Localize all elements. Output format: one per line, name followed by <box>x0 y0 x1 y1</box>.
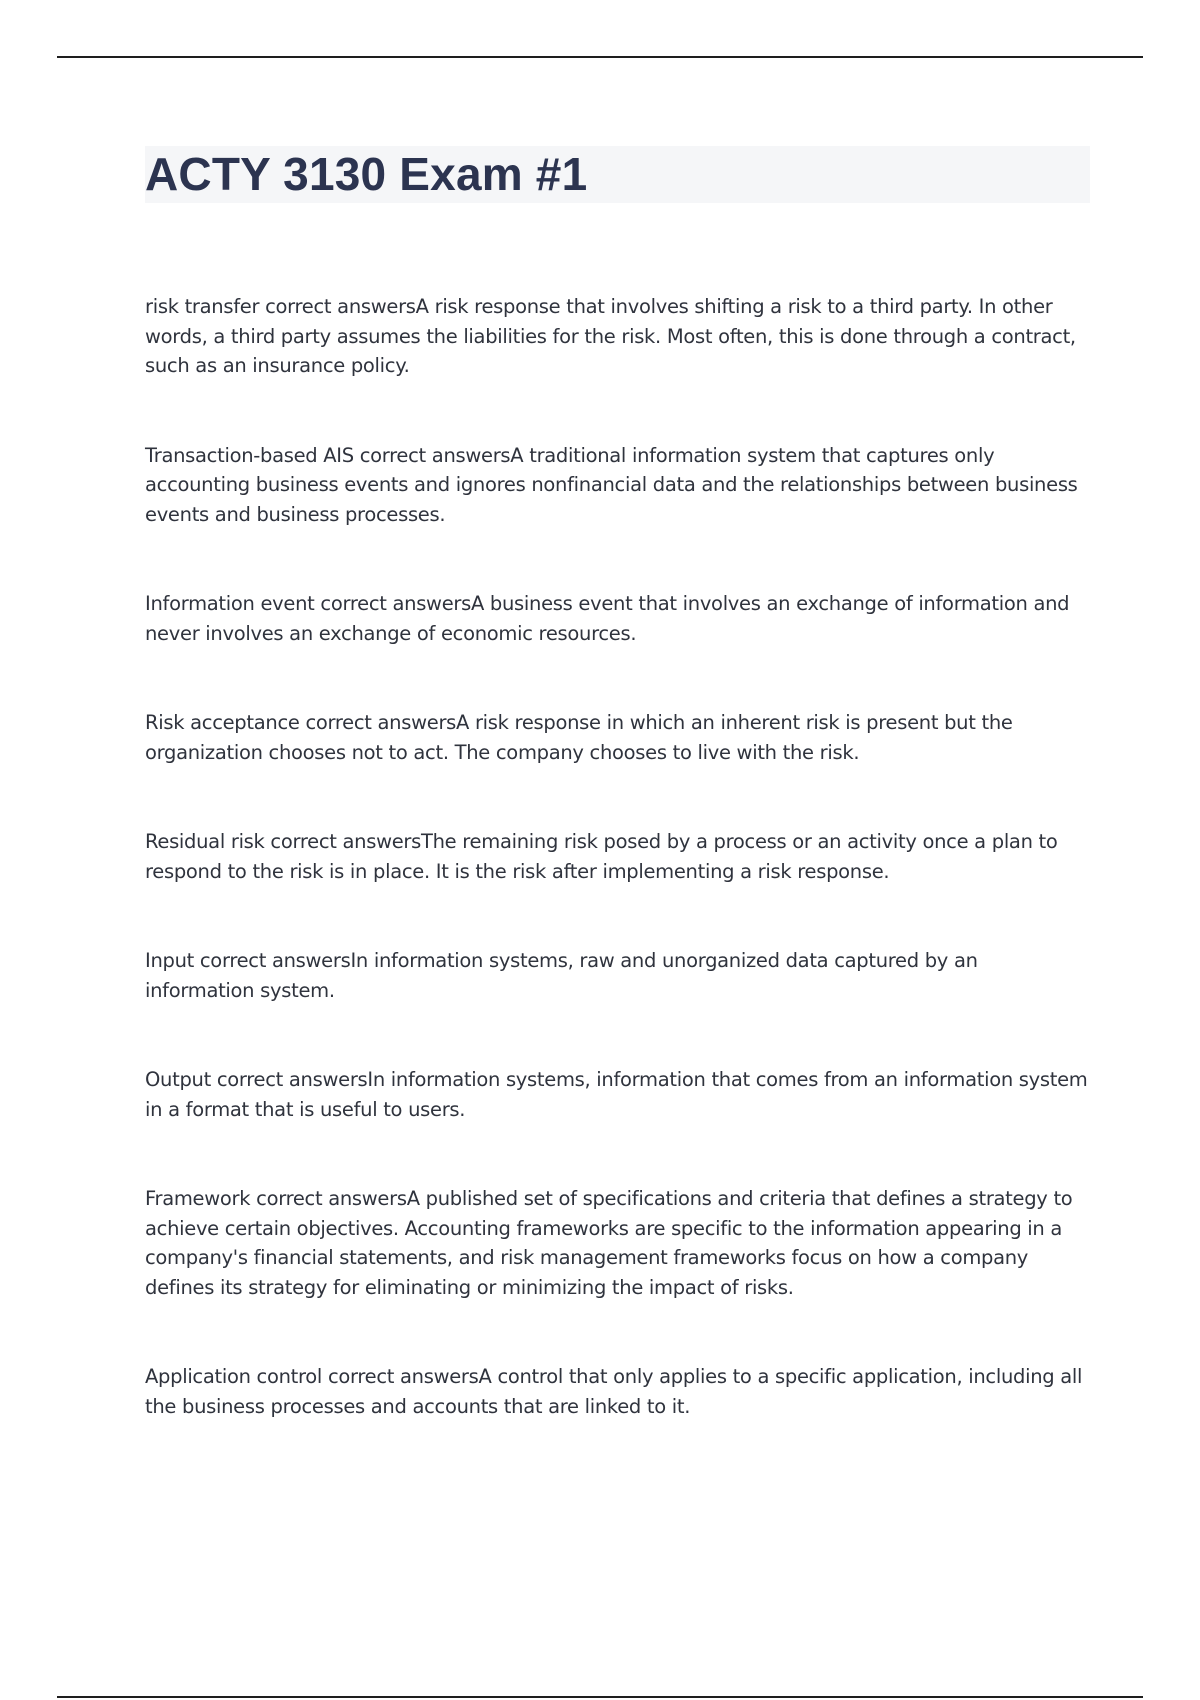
flashcard-entry: Input correct answersIn information systems, raw and unorganized data captured by an information system. <box>145 949 978 1002</box>
flashcard-entry: Framework correct answersA published set of specifications and criteria that defines a strategy to achieve certain objectives. Accounting frameworks are specific to the information appearing in a company's financial statements, and risk management frameworks focus on how a company defines its strategy for eliminating or minimizing the impact of risks. <box>145 1187 1073 1299</box>
flashcard-entry: risk transfer correct answersA risk response that involves shifting a risk to a third party. In other words, a third party assumes the liabilities for the risk. Most often, this is done through a contract, such as an insurance policy. <box>145 295 1076 377</box>
flashcard-entry: Output correct answersIn information systems, information that comes from an information system in a format that is useful to users. <box>145 1068 1088 1121</box>
flashcard-entry: Information event correct answersA business event that involves an exchange of information and never involves an exchange of economic resources. <box>145 592 1070 645</box>
footer-rule <box>57 1696 1143 1698</box>
flashcard-entry: Residual risk correct answersThe remaining risk posed by a process or an activity once a plan to respond to the risk is in place. It is the risk after implementing a risk response. <box>145 830 1058 883</box>
document-title: ACTY 3130 Exam #1 <box>145 148 588 200</box>
flashcard-entry: Transaction-based AIS correct answersA traditional information system that captures only accounting business events and ignores nonfinancial data and the relationships between business events and business processes. <box>145 443 1078 526</box>
flashcard-list <box>145 292 1090 1421</box>
flashcard-entry: Application control correct answersA control that only applies to a specific application, including all the business processes and accounts that are linked to it. <box>145 1365 1083 1418</box>
flashcard-entry: Risk acceptance correct answersA risk response in which an inherent risk is present but the organization chooses not to act. The company chooses to live with the risk. <box>145 711 1013 764</box>
header-rule <box>57 56 1143 58</box>
